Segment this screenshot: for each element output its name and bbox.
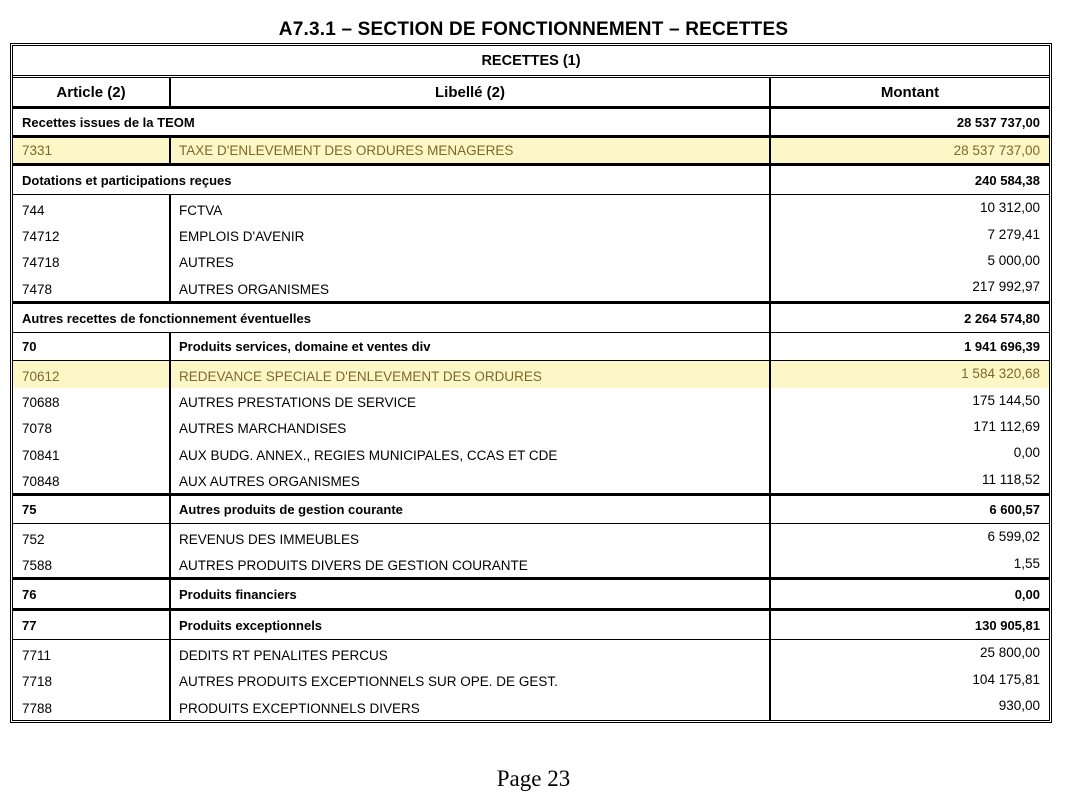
table-row xyxy=(13,467,1049,493)
section-row-teom xyxy=(13,109,1049,138)
section-total: 240 584,38 xyxy=(974,172,1040,188)
montant-cell: 1,55 xyxy=(1013,556,1040,571)
article-cell: 75 xyxy=(13,496,171,523)
libelle-cell: AUTRES PRODUITS DIVERS DE GESTION COURANTE xyxy=(171,551,771,577)
header-montant: Montant xyxy=(880,83,940,101)
table-row xyxy=(13,440,1049,467)
libelle-cell: REVENUS DES IMMEUBLES xyxy=(171,524,771,551)
chapter-row-70 xyxy=(13,333,1049,361)
table-row xyxy=(13,274,1049,301)
table-row xyxy=(13,693,1049,720)
table-row xyxy=(13,248,1049,274)
header-libelle: Libellé (2) xyxy=(171,78,771,106)
montant-cell: 25 800,00 xyxy=(979,645,1040,660)
ch70-rows xyxy=(13,361,1049,496)
article-cell: 70688 xyxy=(13,388,171,414)
montant-cell: 5 000,00 xyxy=(987,253,1040,268)
page-title: A7.3.1 – SECTION DE FONCTIONNEMENT – RECETTES xyxy=(278,19,789,40)
libelle-cell: DEDITS RT PENALITES PERCUS xyxy=(171,640,771,667)
article-cell: 7718 xyxy=(13,667,171,693)
table-row xyxy=(13,414,1049,440)
article-cell: 7478 xyxy=(13,274,171,301)
libelle-cell: AUTRES PRESTATIONS DE SERVICE xyxy=(171,388,771,414)
article-cell: 744 xyxy=(13,195,171,222)
section-row-dotations xyxy=(13,166,1049,195)
article-cell: 70612 xyxy=(13,361,171,388)
libelle-cell: AUTRES PRODUITS EXCEPTIONNELS SUR OPE. DE GEST. xyxy=(171,667,771,693)
montant-cell: 10 312,00 xyxy=(979,200,1040,215)
libelle-cell: Produits exceptionnels xyxy=(171,611,771,639)
article-cell: 7711 xyxy=(13,640,171,667)
section-label: Dotations et participations reçues xyxy=(13,166,771,194)
libelle-cell: Autres produits de gestion courante xyxy=(171,496,771,523)
libelle-cell: PRODUITS EXCEPTIONNELS DIVERS xyxy=(171,693,771,720)
libelle-cell: AUX AUTRES ORGANISMES xyxy=(171,467,771,493)
recettes-table xyxy=(10,43,1052,723)
table-banner: RECETTES (1) xyxy=(481,52,581,69)
page-number: Page 23 xyxy=(496,766,571,791)
libelle-cell: AUTRES MARCHANDISES xyxy=(171,414,771,440)
section-total: 2 264 574,80 xyxy=(964,310,1040,326)
table-row xyxy=(13,388,1049,414)
table-row xyxy=(13,667,1049,693)
montant-cell: 6 599,02 xyxy=(987,529,1040,544)
montant-cell: 217 992,97 xyxy=(972,279,1040,294)
libelle-cell: TAXE D'ENLEVEMENT DES ORDURES MENAGERES xyxy=(171,138,771,163)
table-banner-row xyxy=(13,46,1049,78)
section-label: Autres recettes de fonctionnement éventuelles xyxy=(13,304,771,332)
libelle-cell: Produits financiers xyxy=(171,580,771,608)
article-cell: 7331 xyxy=(13,138,171,163)
section-label: Recettes issues de la TEOM xyxy=(13,109,771,135)
article-cell: 7588 xyxy=(13,551,171,577)
montant-cell: 11 118,52 xyxy=(981,472,1040,487)
article-cell: 7788 xyxy=(13,693,171,720)
article-cell: 70848 xyxy=(13,467,171,493)
ch77-rows xyxy=(13,640,1049,720)
libelle-cell: AUTRES xyxy=(171,248,771,274)
montant-cell: 1 941 696,39 xyxy=(964,339,1040,354)
table-row xyxy=(13,524,1049,551)
montant-cell: 28 537 737,00 xyxy=(953,143,1040,158)
header-article: Article (2) xyxy=(13,78,171,106)
montant-cell: 6 600,57 xyxy=(989,502,1040,517)
section-row-autres xyxy=(13,304,1049,333)
table-row xyxy=(13,551,1049,577)
article-cell: 76 xyxy=(13,580,171,608)
ch75-rows xyxy=(13,524,1049,580)
chapter-row-76 xyxy=(13,580,1049,611)
libelle-cell: REDEVANCE SPECIALE D'ENLEVEMENT DES ORDURES xyxy=(171,361,771,388)
article-cell: 77 xyxy=(13,611,171,639)
table-row xyxy=(13,640,1049,667)
montant-cell: 130 905,81 xyxy=(974,617,1040,633)
montant-cell: 104 175,81 xyxy=(972,672,1040,687)
article-cell: 74712 xyxy=(13,222,171,248)
article-cell: 70841 xyxy=(13,440,171,467)
dotations-rows xyxy=(13,195,1049,304)
libelle-cell: Produits services, domaine et ventes div xyxy=(171,333,771,360)
montant-cell: 0,00 xyxy=(1013,445,1040,460)
montant-cell: 930,00 xyxy=(998,698,1040,713)
table-row xyxy=(13,361,1049,388)
table-row xyxy=(13,138,1049,166)
section-total: 28 537 737,00 xyxy=(956,114,1040,130)
table-header-row xyxy=(13,78,1049,109)
montant-cell: 175 144,50 xyxy=(972,393,1040,408)
libelle-cell: EMPLOIS D'AVENIR xyxy=(171,222,771,248)
montant-cell: 171 112,69 xyxy=(973,419,1040,434)
table-row xyxy=(13,222,1049,248)
article-cell: 752 xyxy=(13,524,171,551)
article-cell: 70 xyxy=(13,333,171,360)
article-cell: 7078 xyxy=(13,414,171,440)
chapter-row-75 xyxy=(13,496,1049,524)
montant-cell: 1 584 320,68 xyxy=(961,366,1040,381)
montant-cell: 7 279,41 xyxy=(987,227,1040,242)
article-cell: 74718 xyxy=(13,248,171,274)
libelle-cell: AUTRES ORGANISMES xyxy=(171,274,771,301)
libelle-cell: AUX BUDG. ANNEX., REGIES MUNICIPALES, CCAS ET CDE xyxy=(171,440,771,467)
chapter-row-77 xyxy=(13,611,1049,640)
libelle-cell: FCTVA xyxy=(171,195,771,222)
montant-cell: 0,00 xyxy=(1014,586,1040,602)
table-row xyxy=(13,195,1049,222)
